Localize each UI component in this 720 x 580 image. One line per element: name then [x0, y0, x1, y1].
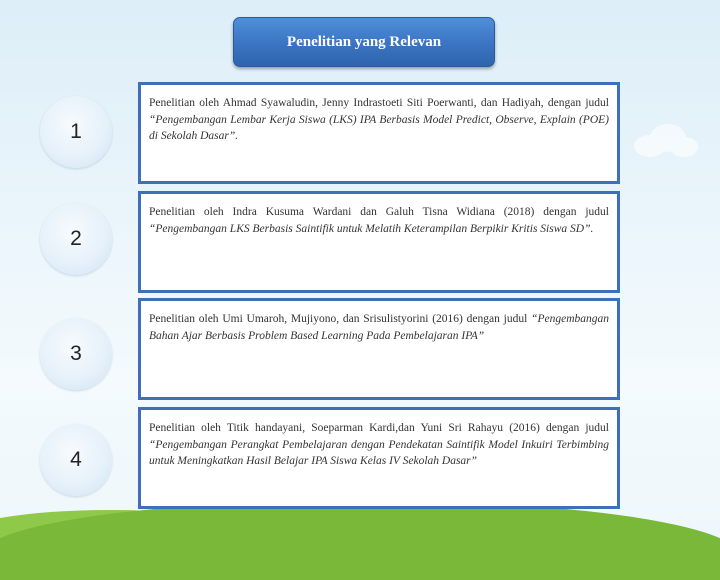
item-text: Penelitian oleh Titik handayani, Soeparman Kardi,dan Yuni Sri Rahayu (2016) dengan judul	[149, 422, 609, 434]
list-item	[138, 407, 620, 509]
item-title: “Pengembangan Lembar Kerja Siswa (LKS) IPA Berbasis Model Predict, Observe, Explain (POE) di Sekolah Dasar”.	[149, 113, 609, 142]
item-text: Penelitian oleh Indra Kusuma Wardani dan Galuh Tisna Widiana (2018) dengan judul	[149, 206, 609, 218]
list-item	[138, 298, 620, 400]
slide-title: Penelitian yang Relevan	[233, 17, 495, 67]
item-title: “Pengembangan LKS Berbasis Saintifik untuk Melatih Keterampilan Berpikir Kritis Siswa SD”.	[149, 222, 594, 235]
cloud-decoration	[630, 120, 700, 160]
item-text: Penelitian oleh Umi Umaroh, Mujiyono, dan Srisulistyorini (2016) dengan judul	[149, 313, 532, 325]
item-number-1: 1	[40, 96, 112, 168]
item-number-4: 4	[40, 424, 112, 496]
item-title: “Pengembangan Bahan Ajar Berbasis Problem Based Learning Pada Pembelajaran IPA”	[149, 313, 609, 342]
item-number-2: 2	[40, 203, 112, 275]
item-title: “Pengembangan Perangkat Pembelajaran dengan Pendekatan Saintifik Model Inkuiri Terbimbing untuk Meningkatkan Hasil Belajar IPA Siswa Kelas IV Sekolah Dasar”	[149, 438, 609, 467]
item-text: Penelitian oleh Ahmad Syawaludin, Jenny Indrastoeti Siti Poerwanti, dan Hadiyah, dengan judul	[149, 97, 609, 109]
list-item	[138, 191, 620, 293]
item-number-3: 3	[40, 318, 112, 390]
list-item	[138, 82, 620, 184]
